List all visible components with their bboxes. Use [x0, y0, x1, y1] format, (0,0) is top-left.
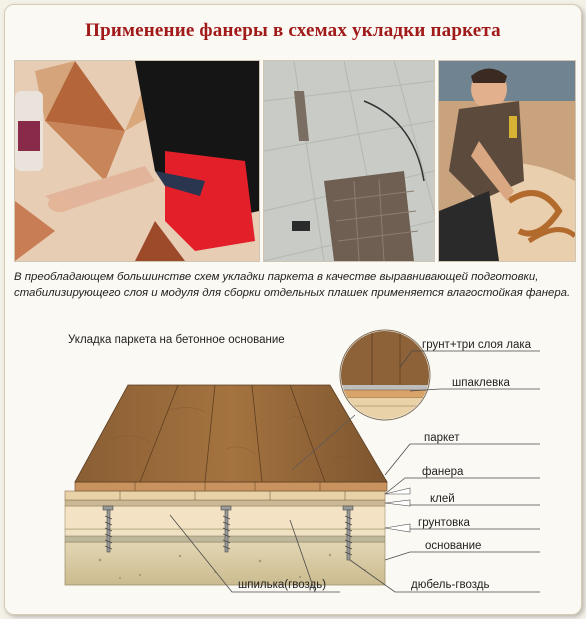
- caption-text: В преобладающем большинстве схем укладки паркета в качестве выравнивающей подготовки, стабилизирующего слоя и модуля для сборки отдельных плашек применяется влагостойкая фанера.: [14, 271, 571, 299]
- photo-worker-ornament-parquet: [438, 60, 576, 262]
- label-primer: грунтовка: [418, 517, 470, 529]
- page-title: Применение фанеры в схемах укладки паркета: [85, 20, 501, 41]
- label-glue: клей: [430, 493, 455, 505]
- label-pin: шпилька(гвоздь): [238, 579, 327, 591]
- photo-star-inlay-worker: [14, 60, 260, 262]
- label-base: основание: [425, 540, 482, 552]
- parquet-layers-diagram: [0, 320, 586, 615]
- diagram-title: Укладка паркета на бетонное основание: [68, 334, 285, 346]
- label-dowel: дюбель-гвоздь: [411, 579, 490, 591]
- photo-plywood-floor-herringbone: [263, 60, 435, 262]
- label-parquet: паркет: [424, 432, 460, 444]
- label-plywood: фанера: [422, 466, 464, 478]
- label-putty: шпаклевка: [452, 377, 510, 389]
- label-primer-lacquer: грунт+три слоя лака: [422, 339, 532, 351]
